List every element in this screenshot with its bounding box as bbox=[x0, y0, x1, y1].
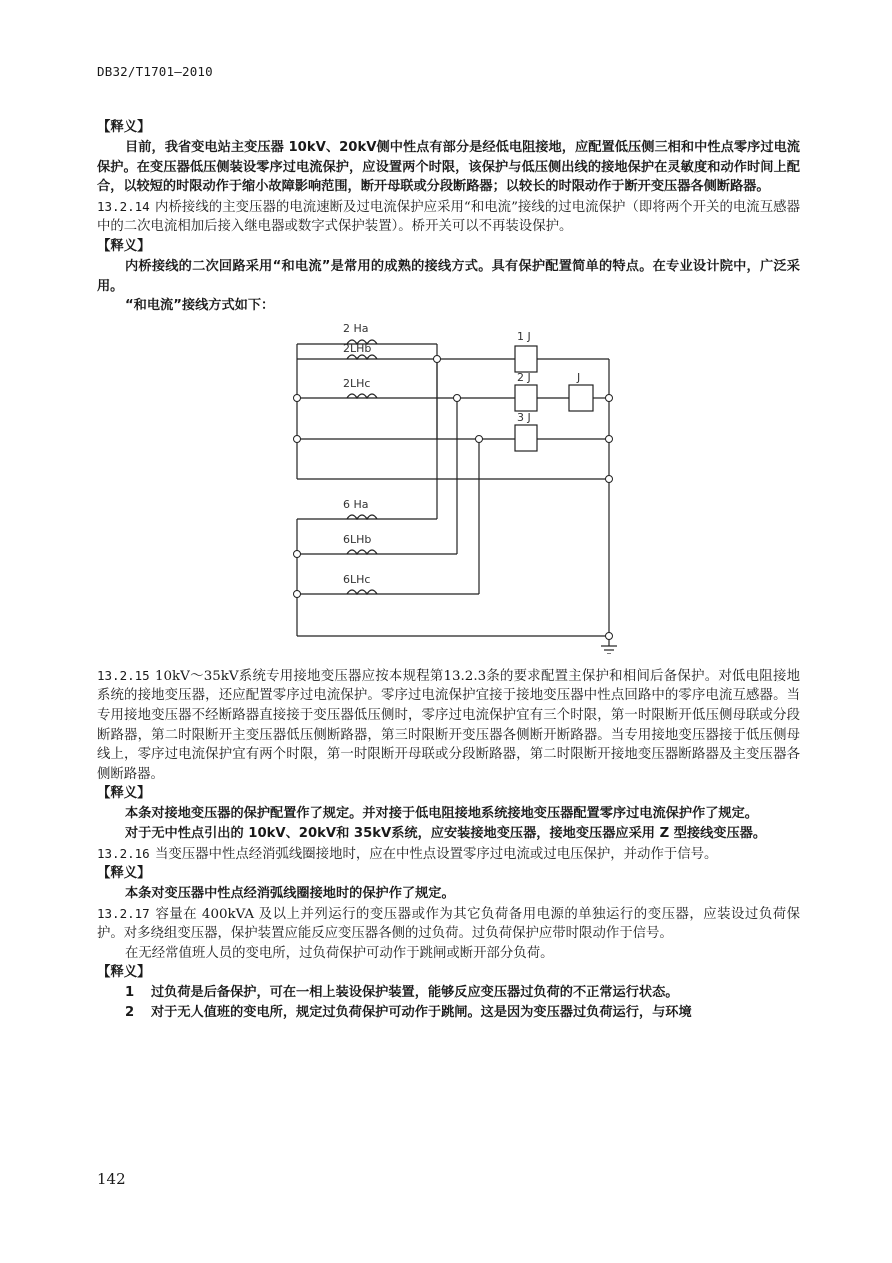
interpretation-heading: 【释义】 bbox=[97, 786, 151, 802]
list-item bbox=[97, 983, 800, 1003]
list-text: 过负荷是后备保护，可在一相上装设保护装置，能够反应变压器过负荷的不正常运行状态。 bbox=[151, 985, 679, 1001]
interpretation-paragraph: 本条对变压器中性点经消弧线圈接地时的保护作了规定。 bbox=[125, 886, 455, 902]
ct-label: 6LHc bbox=[343, 572, 371, 586]
clause-text: 10kV～35kV系统专用接地变压器应按本规程第13.2.3条的要求配置主保护和相间后备保护。对低电阻接地系统的接地变压器，还应配置零序过电流保护。零序过电流保护宜接于接地变压器中性点回路中的零序电流互感器。当专用接地变压器不经断路器直接接于变压器低压侧时，零序过电流保护宜有三个时限，第一时限断开低压侧母联或分段断路器，第二时限断开主变压器低压侧断路器，第三时限断开变压器各侧断开断路器。当专用接地变压器接于低压侧母线上，零序过电流保护宜有两个时限，第一时限断开母联或分段断路器，第二时限断开接地变压器断路器及主变压器各侧断路器。 bbox=[97, 668, 800, 782]
ct-label: 6LHb bbox=[343, 532, 372, 546]
interpretation-paragraph: 目前，我省变电站主变压器 10kV、20kV侧中性点有部分是经低电阻接地，应配置低压侧三相和中性点零序过电流保护。在变压器低压侧装设零序过电流保护，应设置两个时限，该保护与低压侧出线的接地保护在灵敏度和动作时间上配合，以较短的时限动作于缩小故障影响范围，断开母联或分段断路器；以较长的时限动作于断开变压器各侧断路器。 bbox=[97, 140, 800, 195]
clause-13-2-14 bbox=[97, 197, 800, 237]
page-number: 142 bbox=[97, 1170, 126, 1188]
clause-text: 内桥接线的主变压器的电流速断及过电流保护应采用“和电流”接线的过电流保护（即将两个开关的电流互感器中的二次电流相加后接入继电器或数字式保护装置）。桥开关可以不再装设保护。 bbox=[97, 199, 800, 235]
clause-number: 13.2.14 bbox=[97, 198, 150, 214]
ct-label: 2LHc bbox=[343, 376, 371, 390]
relay-label: 3 J bbox=[517, 410, 531, 424]
ct-label: 6 Ha bbox=[343, 497, 369, 511]
list-item bbox=[97, 1003, 800, 1023]
clause-text: 当变压器中性点经消弧线圈接地时，应在中性点设置零序过电流或过电压保护，并动作于信号。 bbox=[155, 846, 718, 862]
clause-13-2-16 bbox=[97, 844, 800, 865]
interpretation-heading: 【释义】 bbox=[97, 866, 151, 882]
ct-label: 2LHb bbox=[343, 341, 372, 355]
interpretation-paragraph: 本条对接地变压器的保护配置作了规定。并对接于低电阻接地系统接地变压器配置零序过电流保护作了规定。 bbox=[125, 806, 758, 822]
list-text: 对于无人值班的变电所，规定过负荷保护可动作于跳闸。这是因为变压器过负荷运行，与环境 bbox=[151, 1005, 692, 1021]
sum-current-wiring-diagram bbox=[97, 324, 800, 654]
relay-label: 1 J bbox=[517, 329, 531, 343]
standard-code: DB32/T1701—2010 bbox=[97, 64, 213, 79]
relay-label: 2 J bbox=[517, 370, 531, 384]
list-number: 1 bbox=[125, 985, 135, 1001]
clause-13-2-15 bbox=[97, 666, 800, 785]
relay-label: J bbox=[577, 370, 581, 384]
interpretation-paragraph: “和电流”接线方式如下： bbox=[125, 298, 275, 314]
interpretation-paragraph: 对于无中性点引出的 10kV、20kV和 35kV系统，应安装接地变压器，接地变压器应采用 Z 型接线变压器。 bbox=[125, 825, 767, 841]
clause-13-2-17 bbox=[97, 904, 800, 944]
interpretation-heading: 【释义】 bbox=[97, 965, 151, 981]
ct-label: 2 Ha bbox=[343, 323, 369, 335]
list-number: 2 bbox=[125, 1005, 135, 1021]
clause-number: 13.2.17 bbox=[97, 905, 150, 921]
clause-number: 13.2.16 bbox=[97, 845, 150, 861]
interpretation-heading: 【释义】 bbox=[97, 120, 151, 135]
interpretation-heading: 【释义】 bbox=[97, 238, 151, 254]
clause-number: 13.2.15 bbox=[97, 667, 150, 683]
page-content bbox=[97, 118, 800, 1023]
clause-paragraph: 在无经常值班人员的变电所，过负荷保护可动作于跳闸或断开部分负荷。 bbox=[125, 945, 554, 961]
clause-text: 容量在 400kVA 及以上并列运行的变压器或作为其它负荷备用电源的单独运行的变压器，应装设过负荷保护。对多绕组变压器，保护装置应能反应变压器各侧的过负荷。过负荷保护应带时限动作于信号。 bbox=[97, 906, 800, 942]
interpretation-paragraph: 内桥接线的二次回路采用“和电流”是常用的成熟的接线方式。具有保护配置简单的特点。在专业设计院中，广泛采用。 bbox=[97, 258, 800, 294]
